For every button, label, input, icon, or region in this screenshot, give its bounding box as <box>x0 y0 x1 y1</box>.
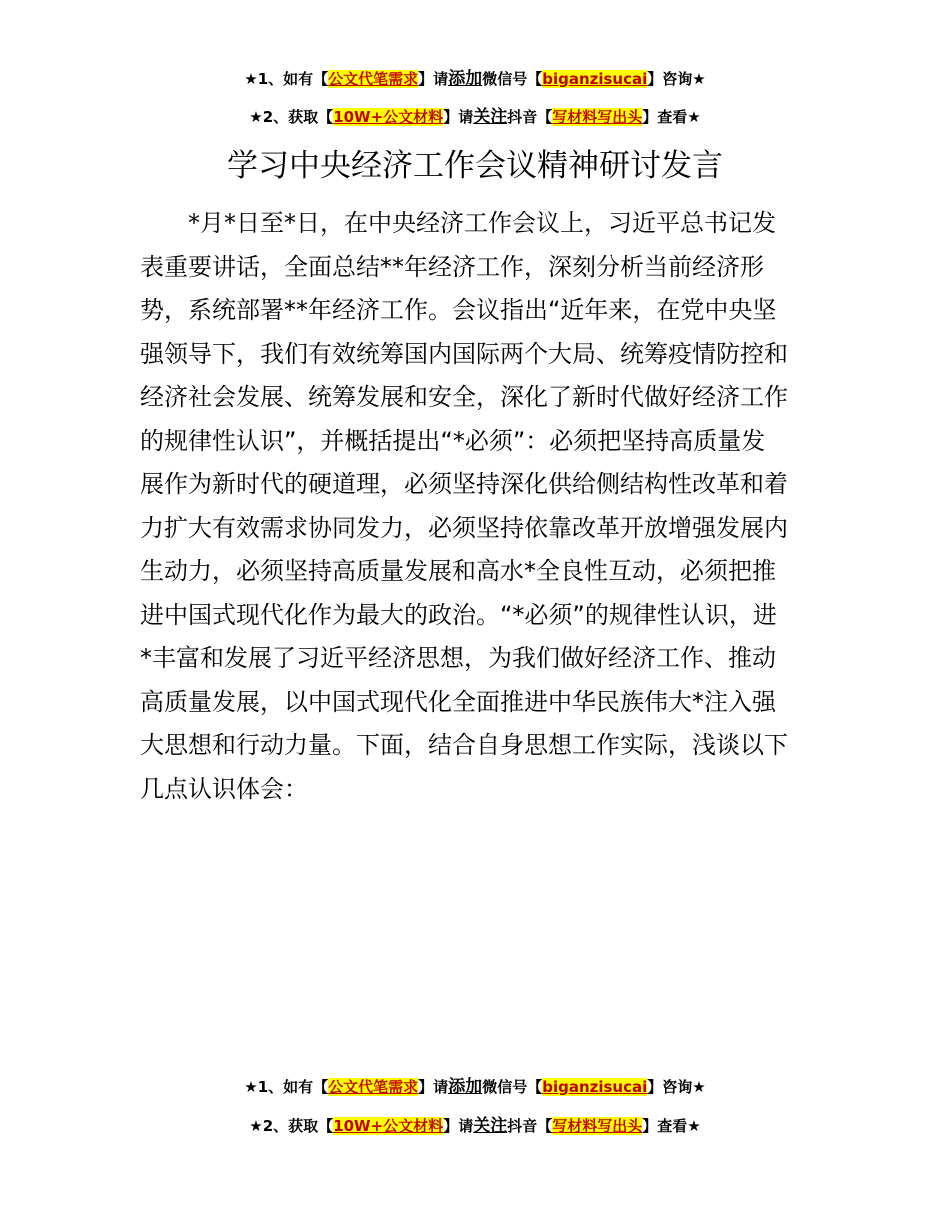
header-promo-line-1 <box>0 68 950 90</box>
header-promo-line-2 <box>0 106 950 128</box>
promo-wechat-id: biganzisucai <box>542 70 648 88</box>
promo-highlight: 公文代笔需求 <box>328 70 419 88</box>
promo-wechat-id: biganzisucai <box>542 1078 648 1096</box>
body-line: 势，系统部署**年经济工作。会议指出“近年来，在党中央坚 <box>140 296 777 324</box>
promo-text: 】请 <box>443 1117 474 1135</box>
promo-text: 】请 <box>418 1078 449 1096</box>
body-line: *月*日至*日，在中央经济工作会议上，习近平总书记发 <box>188 209 776 237</box>
promo-underline-text: 添加 <box>448 69 483 89</box>
body-line: 表重要讲话，全面总结**年经济工作，深刻分析当前经济形 <box>140 252 764 281</box>
body-line: 经济社会发展、统筹发展和安全，深化了新时代做好经济工作 <box>140 383 788 411</box>
body-line: 力扩大有效需求协同发力，必须坚持依靠改革开放增强发展内 <box>140 513 788 542</box>
body-line: 展作为新时代的硬道理，必须坚持深化供给侧结构性改革和着 <box>140 470 788 498</box>
promo-text: ★2、获取【 <box>249 1117 334 1135</box>
promo-text: 】咨询★ <box>647 70 706 88</box>
promo-douyin-account: 写材料写出头 <box>552 1117 643 1135</box>
body-line: 高质量发展，以中国式现代化全面推进中华民族伟大*注入强 <box>140 687 776 716</box>
promo-text: ★2、获取【 <box>249 108 334 126</box>
promo-text: ★1、如有【 <box>244 1078 329 1096</box>
promo-text: 抖音【 <box>507 108 553 126</box>
body-line: 的规律性认识”，并概括提出“*必须”：必须把坚持高质量发 <box>140 426 766 455</box>
promo-highlight: 公文代笔需求 <box>328 1078 419 1096</box>
promo-text: 微信号【 <box>482 1078 543 1096</box>
promo-text: 】请 <box>443 108 474 126</box>
promo-text: 微信号【 <box>482 70 543 88</box>
promo-highlight: 10W+公文材料 <box>333 108 444 126</box>
footer-promo-line-2 <box>0 1115 950 1137</box>
body-line: *丰富和发展了习近平经济思想，为我们做好经济工作、推动 <box>140 644 776 672</box>
promo-underline-text: 关注 <box>473 1116 508 1136</box>
promo-text: 抖音【 <box>507 1117 553 1135</box>
promo-underline-text: 添加 <box>448 1077 483 1097</box>
promo-highlight: 10W+公文材料 <box>333 1117 444 1135</box>
body-line: 大思想和行动力量。下面，结合自身思想工作实际，浅谈以下 <box>140 731 788 759</box>
promo-text: 】咨询★ <box>647 1078 706 1096</box>
footer-promo-line-1 <box>0 1076 950 1098</box>
promo-text: 】查看★ <box>642 108 701 126</box>
promo-text: 】请 <box>418 70 449 88</box>
document-body <box>140 202 812 811</box>
promo-text: ★1、如有【 <box>244 70 329 88</box>
body-line: 几点认识体会： <box>140 774 308 803</box>
body-line: 强领导下，我们有效统筹国内国际两个大局、统筹疫情防控和 <box>140 339 788 368</box>
body-line: 生动力，必须坚持高质量发展和高水*全良性互动，必须把推 <box>140 557 776 585</box>
promo-douyin-account: 写材料写出头 <box>552 108 643 126</box>
body-line: 进中国式现代化作为最大的政治。“*必须”的规律性认识，进 <box>140 600 777 629</box>
document-title: 学习中央经济工作会议精神研讨发言 <box>227 148 723 184</box>
promo-text: 】查看★ <box>642 1117 701 1135</box>
promo-underline-text: 关注 <box>473 107 508 127</box>
